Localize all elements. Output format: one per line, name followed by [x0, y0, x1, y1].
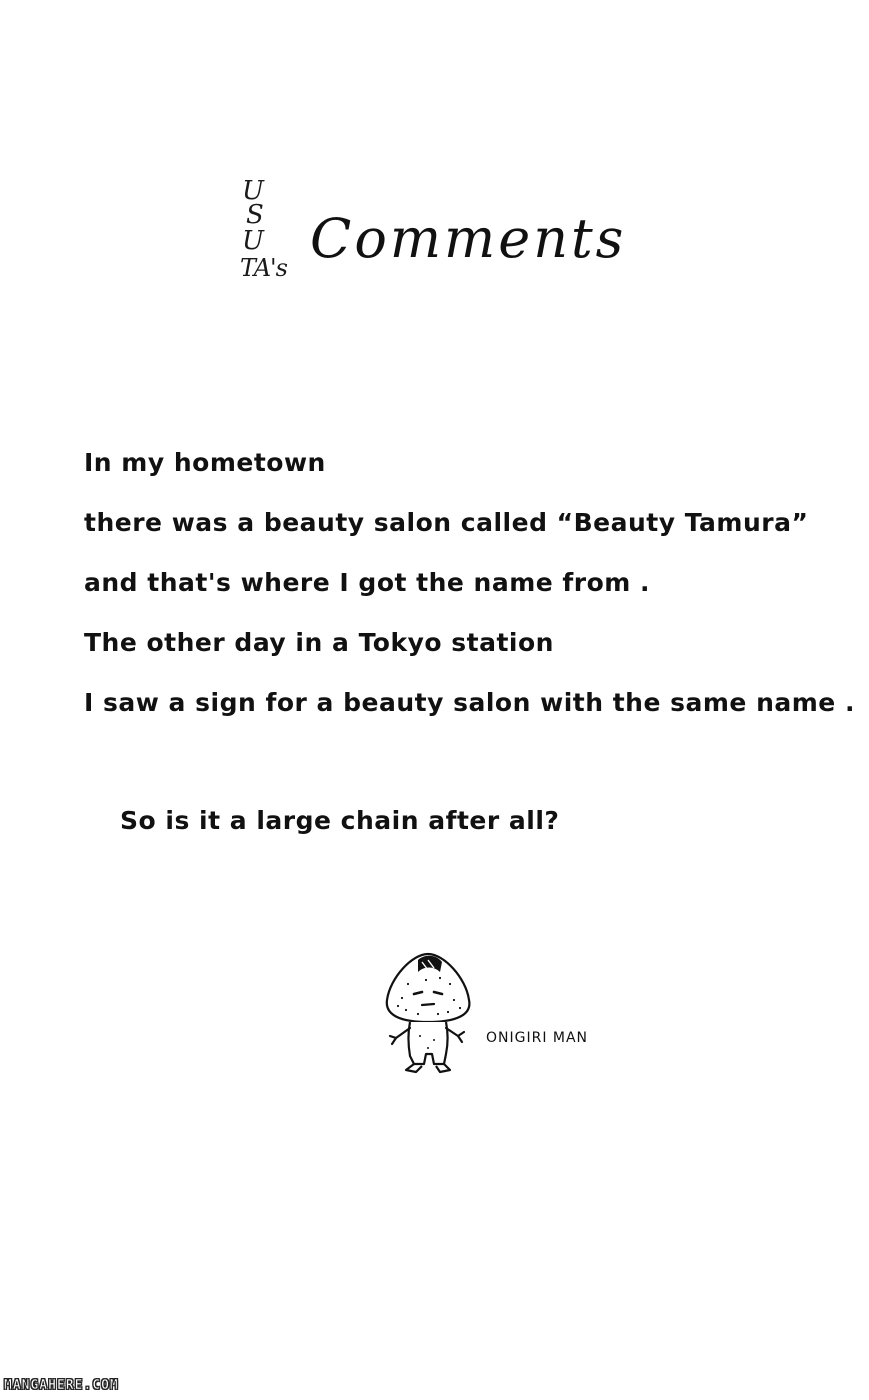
onigiri-man-drawing: [378, 948, 478, 1082]
author-letter: U: [242, 176, 264, 206]
author-vertical-name: [236, 170, 296, 300]
comment-line: I saw a sign for a beauty salon with the same name .: [84, 688, 855, 717]
author-letter: TA's: [240, 254, 287, 282]
author-letter: U: [242, 226, 264, 256]
comment-line: In my hometown: [84, 448, 326, 477]
comment-line: there was a beauty salon called “Beauty Tamura”: [84, 508, 809, 537]
comment-line: and that's where I got the name from .: [84, 568, 651, 597]
comments-header: [236, 170, 627, 300]
page-title: Comments: [310, 207, 627, 270]
closing-question: So is it a large chain after all?: [120, 806, 560, 835]
site-watermark: MANGAHERE.COM: [4, 1378, 119, 1393]
mascot-caption: ONIGIRI MAN: [486, 1030, 589, 1046]
comment-line: The other day in a Tokyo station: [84, 628, 554, 657]
author-letter: S: [246, 200, 264, 230]
